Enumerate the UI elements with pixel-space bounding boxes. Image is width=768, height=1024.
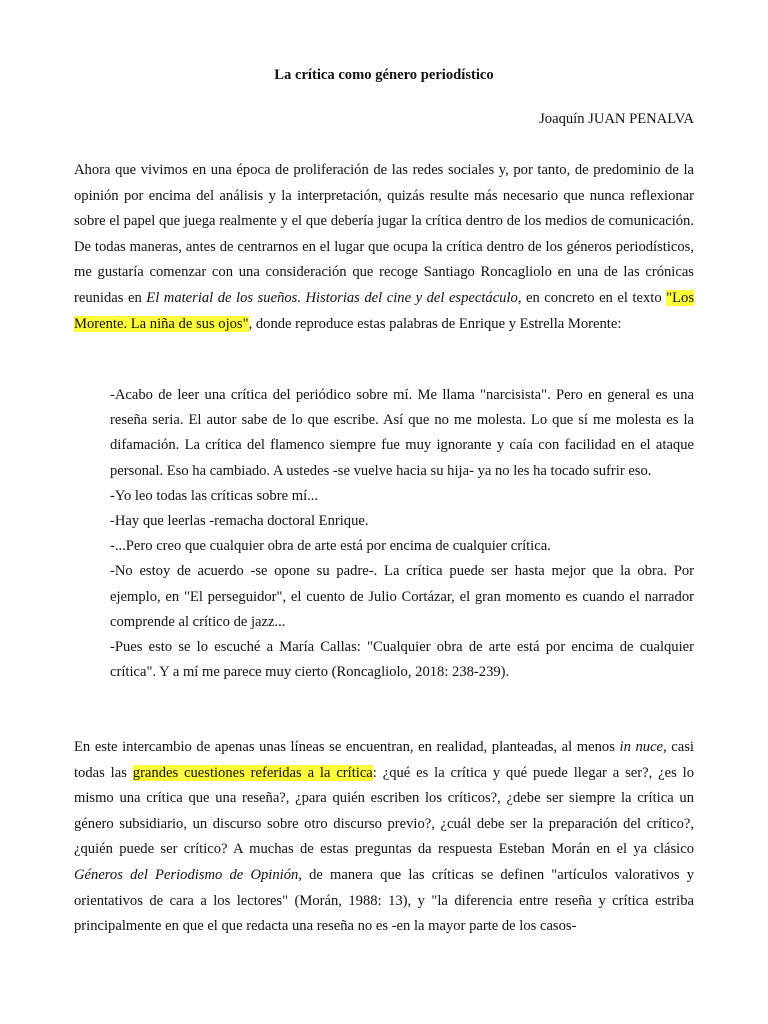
highlighted-text: "Los Morente. La niña de sus ojos" — [74, 289, 695, 332]
intro-text-3: , donde reproduce estas palabras de Enrique y Estrella Morente: — [248, 315, 622, 332]
analysis-text-2: , casi todas las — [74, 739, 694, 781]
quote-line: -...Pero creo que cualquier obra de arte está por encima de cualquier crítica. — [110, 538, 551, 555]
intro-text-2: , en concreto en el texto — [517, 289, 667, 306]
book-title: Géneros del Periodismo de Opinión — [74, 866, 299, 883]
analysis-paragraph — [74, 735, 694, 940]
latin-phrase: in nuce — [619, 739, 664, 755]
analysis-text-3: : ¿qué es la crítica y qué puede llegar a ser?, ¿es lo mismo una crítica que una reseña?, ¿para quién escriben los críticos?, ¿debe ser siempre la crítica un género subsidiario, un discurso sobre otro discurso previo?, ¿cuál debe ser la preparación del crítico?, ¿quién puede ser crítico? A muchas de estas preguntas da respuesta Esteban Morán en el ya clásico — [74, 764, 694, 858]
author-name: Joaquín JUAN PENALVA — [539, 111, 694, 127]
quote-line: -Yo leo todas las críticas sobre mí... — [110, 487, 319, 504]
intro-text: Ahora que vivimos en una época de proliferación de las redes sociales y, por tanto, de predominio de la opinión por encima del análisis y la interpretación, quizás resulte más necesario que nunca reflexionar sobre el papel que juega realmente y el que debería jugar la crítica dentro de los medios de comunicación. De todas maneras, antes de centrarnos en el lugar que ocupa la crítica dentro de los géneros periodísticos, me gustaría comenzar con una consideración que recoge Santiago Roncagliolo en una de las crónicas reunidas en — [74, 162, 694, 306]
analysis-text-4: , de manera que las críticas se definen "artículos valorativos y orientativos de cara a los lectores" (Morán, 1988: 13), y "la diferencia entre reseña y crítica estriba principalmente en que el que redacta una reseña no es -en la mayor parte de los casos- — [74, 866, 694, 935]
document-title: La crítica como género periodístico — [274, 67, 494, 83]
book-title: El material de los sueños. Historias del cine y del espectáculo — [146, 289, 518, 306]
highlighted-text: grandes cuestiones referidas a la crítica — [132, 764, 373, 781]
block-quote — [110, 383, 694, 685]
analysis-text: En este intercambio de apenas unas líneas se encuentran, en realidad, planteadas, al menos — [74, 739, 620, 755]
quote-line: -No estoy de acuerdo -se opone su padre-. La crítica puede ser hasta mejor que la obra. Por ejemplo, en "El perseguidor", el cuento de Julio Cortázar, el gran momento es cuando el narrador comprende al crítico de jazz... — [110, 563, 694, 630]
quote-line: -Pues esto se lo escuché a María Callas: "Cualquier obra de arte está por encima de cualquier crítica". Y a mí me parece muy cierto (Roncagliolo, 2018: 238-239). — [110, 639, 694, 681]
quote-line: -Acabo de leer una crítica del periódico sobre mí. Me llama "narcisista". Pero en general es una reseña seria. El autor sabe de lo que escribe. Así que no me molesta. Lo que sí me molesta es la difamación. La crítica del flamenco siempre fue muy ignorante y caía con facilidad en el ataque personal. Eso ha cambiado. A ustedes -se vuelve hacia su hija- ya no les ha tocado sufrir eso. — [110, 387, 694, 479]
quote-line: -Hay que leerlas -remacha doctoral Enrique. — [110, 513, 369, 530]
intro-paragraph — [74, 158, 694, 337]
